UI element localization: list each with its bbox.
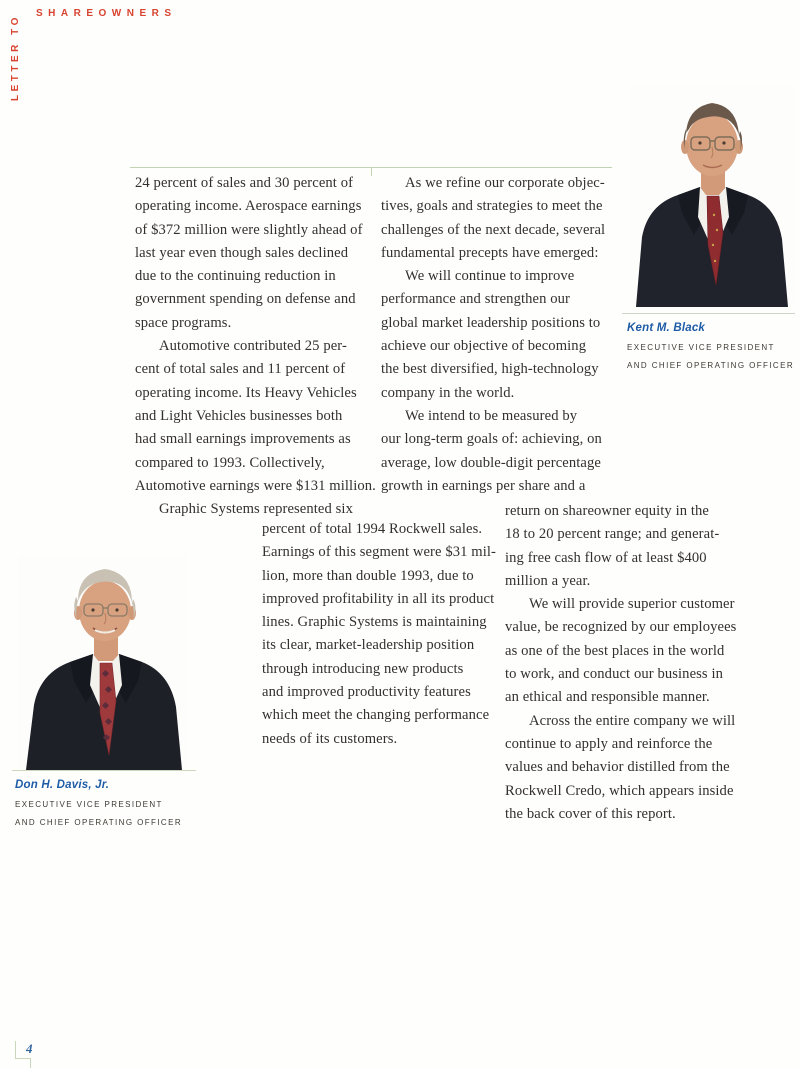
text-line: operating income. Aerospace earnings <box>135 198 362 215</box>
text-line: values and behavior distilled from the <box>505 759 730 776</box>
text-line: cent of total sales and 11 percent of <box>135 361 346 378</box>
kent-black-photo <box>630 85 793 307</box>
page-number: 4 <box>26 1041 33 1056</box>
text-line: due to the continuing reduction in <box>135 268 336 285</box>
text-line: our long-term goals of: achieving, on <box>381 431 602 448</box>
text-line: an ethical and responsible manner. <box>505 689 710 706</box>
text-line: Rockwell Credo, which appears inside <box>505 782 734 799</box>
text-line: return on shareowner equity in the <box>505 503 709 519</box>
text-line: 24 percent of sales and 30 percent of <box>135 175 354 191</box>
text-line: of $372 million were slightly ahead of <box>135 221 363 238</box>
text-line: million a year. <box>505 572 591 589</box>
text-line: improved profitability in all its product <box>262 590 495 607</box>
don-davis-photo <box>18 555 188 770</box>
text-line: space programs. <box>135 314 232 331</box>
text-line: had small earnings improvements as <box>135 431 351 448</box>
text-line: We intend to be measured by <box>405 407 578 424</box>
davis-name-caption: Don H. Davis, Jr. <box>15 779 110 791</box>
text-line: as one of the best places in the world <box>505 642 725 659</box>
text-line: and improved productivity features <box>262 684 471 701</box>
text-line: company in the world. <box>381 384 515 401</box>
text-line: Graphic Systems represented six <box>159 501 353 518</box>
davis-title-line-1: EXECUTIVE VICE PRESIDENT <box>15 800 163 809</box>
column-aerospace-automotive <box>135 172 376 521</box>
corner-bracket-horizontal <box>15 1058 30 1059</box>
text-line: average, low double-digit percentage <box>381 454 601 471</box>
don-davis-portrait-illustration <box>18 555 188 770</box>
text-line: Across the entire company we will <box>529 712 736 729</box>
text-line: the best diversified, high-technology <box>381 361 599 378</box>
text-line: and Light Vehicles businesses both <box>135 407 343 424</box>
kent-name-caption: Kent M. Black <box>627 322 706 334</box>
text-line: challenges of the next decade, several <box>381 221 606 238</box>
text-line: operating income. Its Heavy Vehicles <box>135 384 357 401</box>
section-title-letter-to: LETTER TO <box>10 14 21 101</box>
text-line: 18 to 20 percent range; and generat- <box>505 526 720 543</box>
column-corporate-objectives <box>381 172 605 498</box>
davis-title-line-2: AND CHIEF OPERATING OFFICER <box>15 818 182 827</box>
corner-bracket-vertical <box>15 1041 16 1058</box>
kent-black-portrait-illustration <box>630 85 793 307</box>
column-graphic-systems <box>262 518 496 751</box>
text-line: As we refine our corporate objec- <box>405 175 605 191</box>
text-line: achieve our objective of becoming <box>381 338 587 355</box>
text-line: its clear, market-leadership position <box>262 637 475 654</box>
text-line: percent of total 1994 Rockwell sales. <box>262 521 483 537</box>
text-line: compared to 1993. Collectively, <box>135 454 325 471</box>
text-line: growth in earnings per share and a <box>381 477 586 494</box>
text-line: Automotive earnings were $131 million. <box>135 477 376 494</box>
text-line: continue to apply and reinforce the <box>505 735 713 752</box>
text-line: which meet the changing performance <box>262 707 490 724</box>
text-line: last year even though sales declined <box>135 244 349 261</box>
text-line: global market leadership positions to <box>381 314 601 331</box>
text-line: to work, and conduct our business in <box>505 666 724 683</box>
davis-caption-rule <box>12 770 196 771</box>
text-line: Earnings of this segment were $31 mil- <box>262 544 497 561</box>
text-line: needs of its customers. <box>262 730 398 747</box>
text-line: lines. Graphic Systems is maintaining <box>262 614 487 631</box>
text-line: through introducing new products <box>262 660 464 677</box>
corner-bracket-descender <box>30 1058 31 1068</box>
text-line: performance and strengthen our <box>381 291 570 308</box>
section-title-shareowners: SHAREOWNERS <box>36 8 177 19</box>
text-line: fundamental precepts have emerged: <box>381 244 599 261</box>
kent-caption-rule <box>622 313 795 314</box>
text-line: Automotive contributed 25 per- <box>159 338 347 355</box>
text-line: the back cover of this report. <box>505 805 676 822</box>
text-line: government spending on defense and <box>135 291 356 308</box>
text-line: tives, goals and strategies to meet the <box>381 198 603 215</box>
text-line: lion, more than double 1993, due to <box>262 567 474 584</box>
kent-title-line-1: EXECUTIVE VICE PRESIDENT <box>627 343 775 352</box>
kent-title-line-2: AND CHIEF OPERATING OFFICER <box>627 361 794 370</box>
text-line: We will provide superior customer <box>529 596 735 613</box>
column-goals-values <box>505 500 736 826</box>
text-line: We will continue to improve <box>405 268 575 285</box>
text-line: value, be recognized by our employees <box>505 619 737 636</box>
text-line: ing free cash flow of at least $400 <box>505 549 707 566</box>
